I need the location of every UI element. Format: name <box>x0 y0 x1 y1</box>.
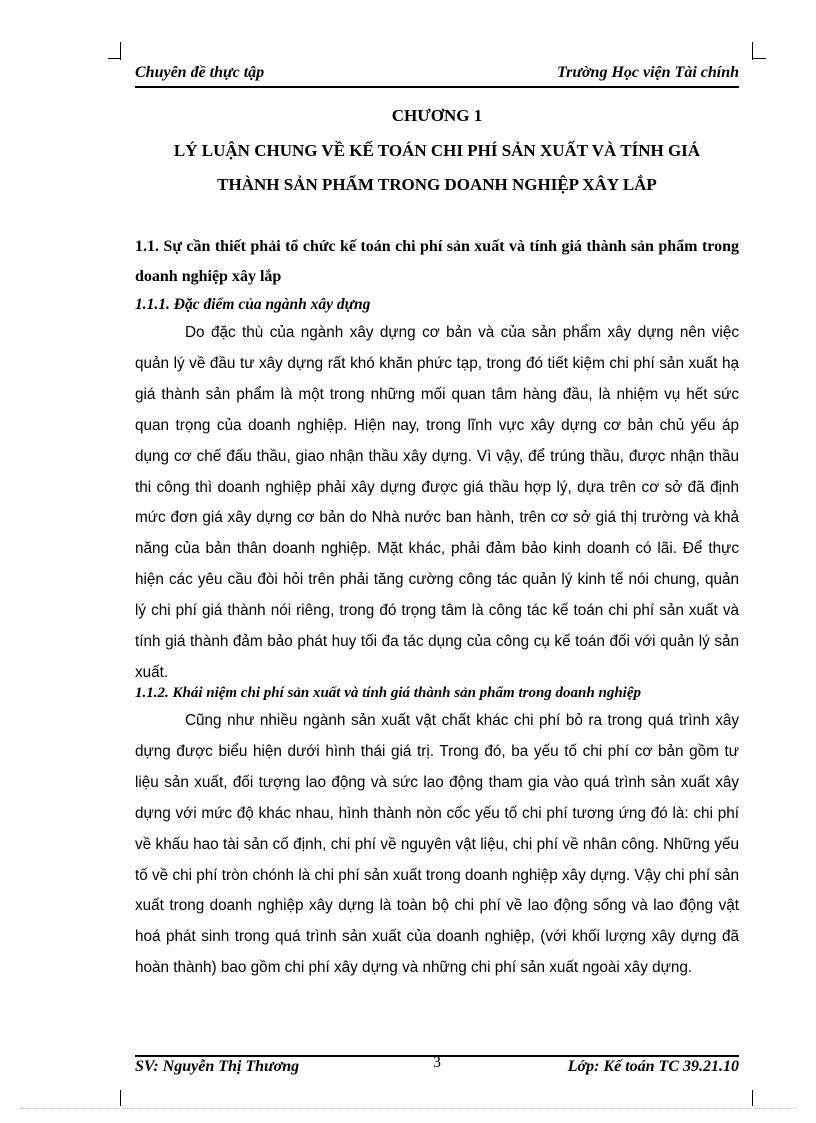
section-1-1-1-paragraph: Do đặc thù của ngành xây dựng cơ bản và của sản phẩm xây dựng nên việc quản lý về đầu tư xây dựng rất khó khăn phức tạp, trong đó tiết kiệm chi phí sản xuất hạ giá thành sản phẩm là một trong những mối quan tâm hàng đầu, là nhiệm vụ hết sức quan trọng của doanh nghiệp. Hiện nay, trong lĩnh vực xây dựng cơ bản chủ yếu áp dụng cơ chế đấu thầu, giao nhận thầu xây dựng. Vì vậy, để trúng thầu, được nhận thầu thi công thì doanh nghiệp phải xây dựng được giá thầu hợp lý, dựa trên cơ sở đã định mức đơn giá xây dựng cơ bản do Nhà nước ban hành, trên cơ sở giá thị trường và khả năng của bản thân doanh nghiệp. Mặt khác, phải đảm bảo kinh doanh có lãi. Để thực hiện các yêu cầu đòi hỏi trên phải tăng cường công tác quản lý kinh tế nói chung, quản lý chi phí giá thành nói riêng, trong đó trọng tâm là công tác kế toán chi phí sản xuất và tính giá thành đảm bảo phát huy tối đa tác dụng của công cụ kế toán đối với quản lý sản xuất. <box>135 324 739 681</box>
corner-mark-top-right-h <box>752 58 766 59</box>
section-1-1-2-paragraph: Cũng như nhiều ngành sản xuất vật chất khác chi phí bỏ ra trong quá trình xây dựng được biểu hiện dưới hình thái giá trị. Trong đó, ba yếu tố chi phí cơ bản gồm tư liệu sản xuất, đối tượng lao động và sức lao động tham gia vào quá trình sản xuất xây dựng với mức độ khác nhau, hình thành nòn cốc yếu tố chi phí tương ứng đó là: chi phí về khấu hao tài sản cố định, chi phí về nguyên vật liệu, chi phí về nhân công. Những yếu tố về chi phí tròn chónh là chi phí sản xuất trong doanh nghiệp xây dựng. Vậy chi phí sản xuất trong doanh nghiệp xây dựng là toàn bộ chi phí về lao động sống và lao động vật hoá phát sinh trong quá trình sản xuất của doanh nghiệp, (với khối lượng xây dựng đã hoàn thành) bao gồm chi phí xây dựng và những chi phí sản xuất ngoài xây dựng. <box>135 712 739 977</box>
page-header <box>135 64 739 88</box>
footer-class-name: Lớp: Kế toán TC 39.21.10 <box>567 1058 739 1075</box>
section-1-1-heading: 1.1. Sự cần thiết phải tổ chức kế toán chi phí sản xuất và tính giá thành sản phẩm trong doanh nghiệp xây lắp <box>135 238 739 285</box>
page-bottom-dotted-line <box>20 1108 796 1109</box>
header-left-text: Chuyên đề thực tập <box>135 64 265 81</box>
chapter-title-line1: LÝ LUẬN CHUNG VỀ KẾ TOÁN CHI PHÍ SẢN XUẤT VÀ TÍNH GIÁ <box>173 141 701 160</box>
corner-mark-top-left-h <box>108 58 121 59</box>
corner-mark-bottom-left <box>120 1090 121 1106</box>
corner-mark-bottom-right <box>752 1090 753 1106</box>
section-1-1-2-heading: 1.1.2. Khái niệm chi phí sản xuất và tính giá thành sản phẩm trong doanh nghiệp <box>135 685 641 701</box>
header-rule <box>135 86 739 88</box>
page-number: 3 <box>433 1054 441 1071</box>
header-right-text: Trường Học viện Tài chính <box>556 64 739 81</box>
section-1-1-1-heading: 1.1.1. Đặc điểm của ngành xây dựng <box>135 296 371 313</box>
chapter-title-line2: THÀNH SẢN PHẨM TRONG DOANH NGHIỆP XÂY LẮP <box>217 175 657 194</box>
footer-student-name: SV: Nguyễn Thị Thương <box>135 1058 300 1075</box>
page-footer <box>135 1054 739 1084</box>
chapter-number: CHƯƠNG 1 <box>391 106 483 125</box>
